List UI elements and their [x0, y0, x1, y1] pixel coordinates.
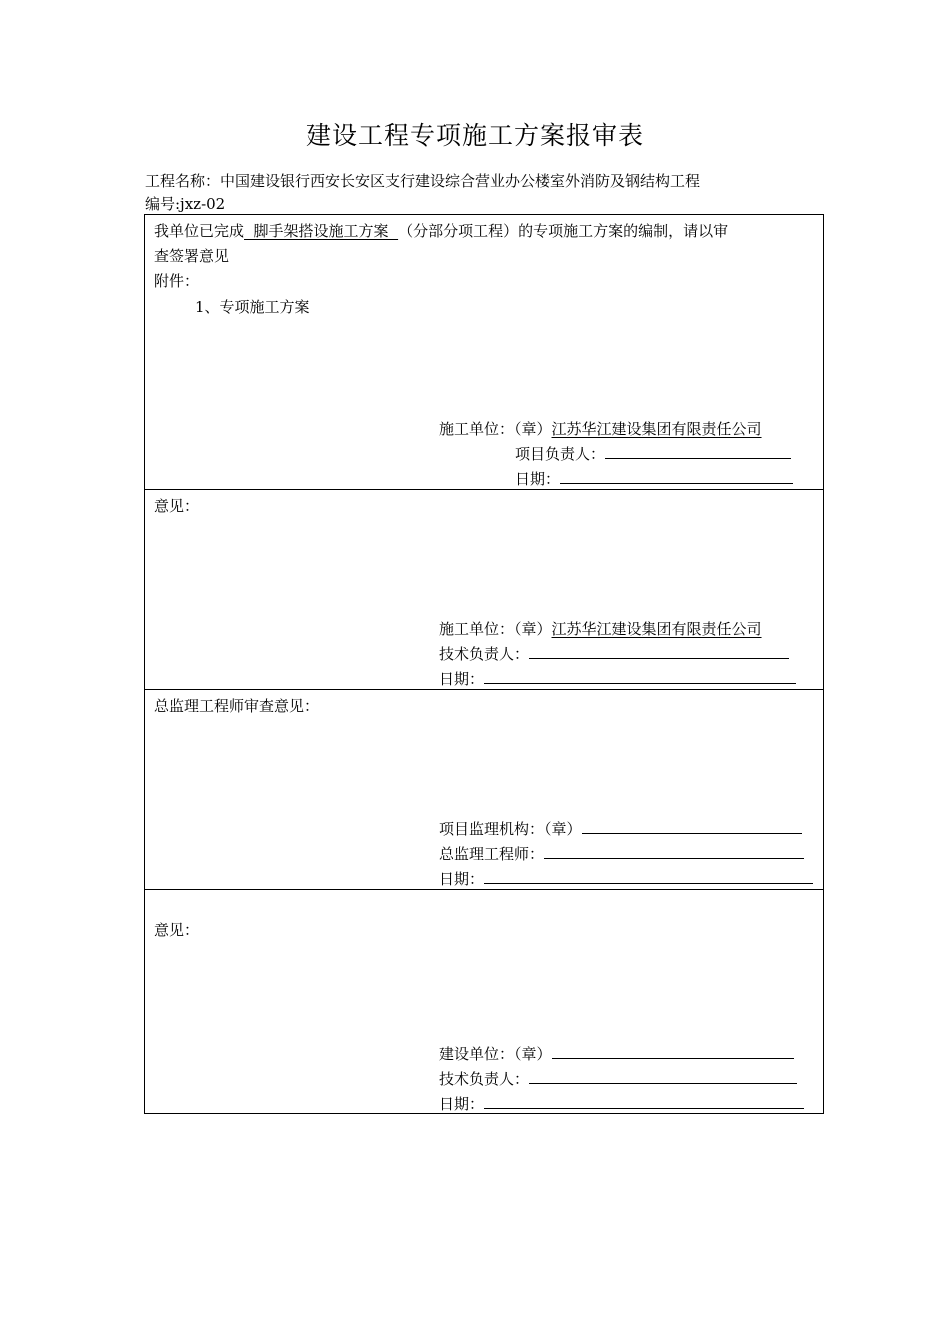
section1-date-row	[515, 468, 793, 489]
section2-tech-row	[439, 643, 789, 664]
project-name-value: 中国建设银行西安长安区支行建设综合营业办公楼室外消防及钢结构工程	[220, 172, 701, 190]
review-form-table	[144, 214, 824, 1114]
section2-date-label: 日期：	[439, 670, 485, 688]
divider	[145, 889, 823, 890]
section2-tech-signature-line[interactable]	[529, 644, 789, 659]
page-title: 建设工程专项施工方案报审表	[305, 121, 644, 150]
project-manager-label: 项目负责人：	[515, 445, 606, 463]
section4-date-label: 日期：	[439, 1095, 485, 1113]
divider	[145, 489, 823, 490]
section2-unit-label: 施工单位：（章）	[439, 620, 552, 638]
section4-tech-label: 技术负责人：	[439, 1070, 530, 1088]
completion-statement	[154, 220, 728, 241]
statement-line2: 查签署意见	[154, 247, 230, 265]
contractor-unit-row	[439, 418, 762, 439]
project-manager-row	[515, 443, 791, 464]
attachment-item: 1、专项施工方案	[195, 298, 310, 316]
section4-date-row	[439, 1093, 804, 1114]
contractor-unit-label: 施工单位：（章）	[439, 420, 552, 438]
chief-engineer-signature-line[interactable]	[544, 844, 804, 859]
section4-tech-signature-line[interactable]	[529, 1069, 797, 1084]
chief-engineer-label: 总监理工程师：	[439, 845, 545, 863]
statement-suffix: （分部分项工程）的专项施工方案的编制，请以审	[398, 222, 729, 240]
contractor-unit-name: 江苏华江建设集团有限责任公司	[551, 420, 762, 438]
section2-unit-name: 江苏华江建设集团有限责任公司	[551, 620, 762, 638]
owner-unit-row	[439, 1043, 794, 1064]
plan-name: 脚手架搭设施工方案	[244, 222, 399, 240]
section3-opinion-label: 总监理工程师审查意见：	[154, 697, 320, 715]
project-name-label: 工程名称：	[145, 172, 221, 190]
section3-date-line[interactable]	[484, 869, 813, 884]
statement-prefix: 我单位已完成	[154, 222, 245, 240]
section1-date-label: 日期：	[515, 470, 561, 488]
attachment-label: 附件：	[154, 272, 200, 290]
supervision-org-label: 项目监理机构：（章）	[439, 820, 582, 838]
project-name-row	[145, 170, 700, 191]
section4-date-line[interactable]	[484, 1094, 804, 1109]
section2-date-row	[439, 668, 796, 689]
section4-opinion-label: 意见：	[154, 921, 200, 939]
chief-engineer-row	[439, 843, 804, 864]
project-manager-signature-line[interactable]	[605, 444, 791, 459]
section4-tech-row	[439, 1068, 797, 1089]
supervision-org-row	[439, 818, 802, 839]
section2-opinion-label: 意见：	[154, 497, 200, 515]
section2-tech-label: 技术负责人：	[439, 645, 530, 663]
section1-date-line[interactable]	[560, 469, 793, 484]
section3-date-label: 日期：	[439, 870, 485, 888]
document-number: 编号:jxz-02	[145, 195, 226, 213]
section2-date-line[interactable]	[484, 669, 796, 684]
supervision-org-line[interactable]	[582, 819, 802, 834]
divider	[145, 689, 823, 690]
section3-date-row	[439, 868, 813, 889]
section2-unit-row	[439, 618, 762, 639]
owner-unit-label: 建设单位：（章）	[439, 1045, 552, 1063]
owner-unit-line[interactable]	[552, 1044, 794, 1059]
